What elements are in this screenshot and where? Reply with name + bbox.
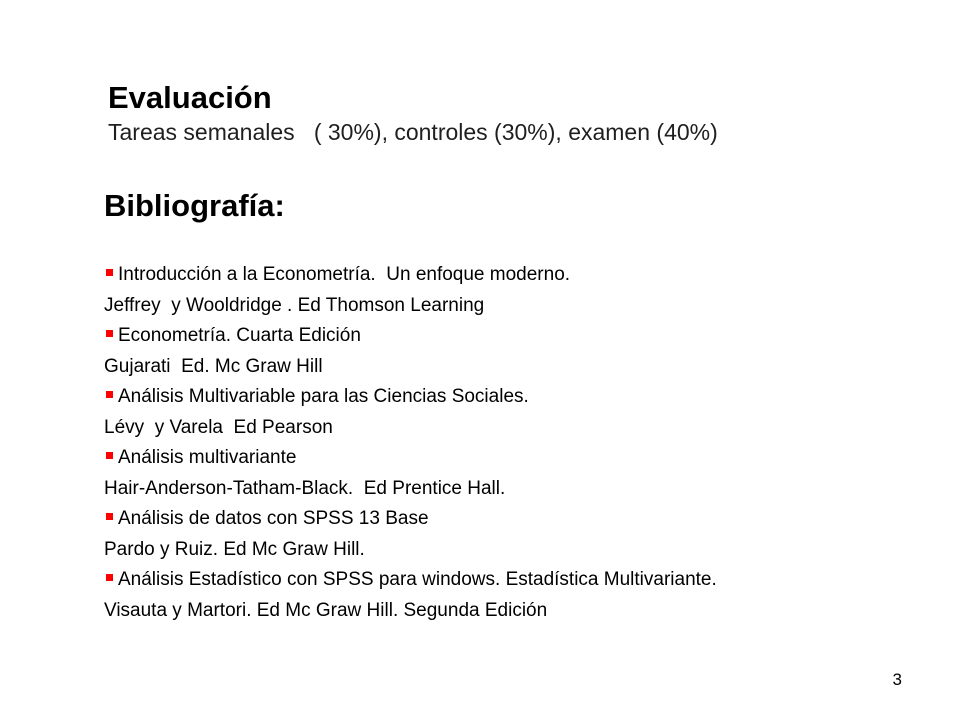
- entry-authors: Jeffrey y Wooldridge . Ed Thomson Learning: [104, 294, 485, 316]
- square-bullet-icon: [106, 513, 113, 520]
- square-bullet-icon: [106, 330, 113, 337]
- square-bullet-icon: [106, 574, 113, 581]
- bibliography-entry: [104, 565, 924, 626]
- entry-authors: Hair-Anderson-Tatham-Black. Ed Prentice Hall.: [104, 477, 506, 499]
- entry-title: Introducción a la Econometría. Un enfoque moderno.: [118, 264, 571, 285]
- bibliography-entry: [104, 382, 924, 443]
- square-bullet-icon: [106, 391, 113, 398]
- entry-title: Análisis multivariante: [118, 447, 297, 468]
- bibliography-heading: Bibliografía:: [104, 188, 285, 223]
- bibliography-list: [104, 260, 924, 626]
- bibliography-entry: [104, 443, 924, 504]
- entry-title: Análisis Estadístico con SPSS para windows. Estadística Multivariante.: [118, 569, 717, 590]
- bibliography-entry: [104, 260, 924, 321]
- evaluation-weights: Tareas semanales ( 30%), controles (30%), examen (40%): [108, 119, 718, 145]
- evaluation-heading: Evaluación: [108, 80, 272, 115]
- square-bullet-icon: [106, 269, 113, 276]
- entry-title: Análisis Multivariable para las Ciencias Sociales.: [118, 386, 529, 407]
- bibliography-entry: [104, 504, 924, 565]
- entry-authors: Lévy y Varela Ed Pearson: [104, 416, 333, 438]
- entry-authors: Gujarati Ed. Mc Graw Hill: [104, 355, 323, 377]
- entry-authors: Pardo y Ruiz. Ed Mc Graw Hill.: [104, 538, 365, 560]
- entry-title: Econometría. Cuarta Edición: [118, 325, 361, 346]
- entry-authors: Visauta y Martori. Ed Mc Graw Hill. Segunda Edición: [104, 599, 548, 621]
- page-number: 3: [892, 670, 902, 689]
- bibliography-entry: [104, 321, 924, 382]
- entry-title: Análisis de datos con SPSS 13 Base: [118, 508, 429, 529]
- square-bullet-icon: [106, 452, 113, 459]
